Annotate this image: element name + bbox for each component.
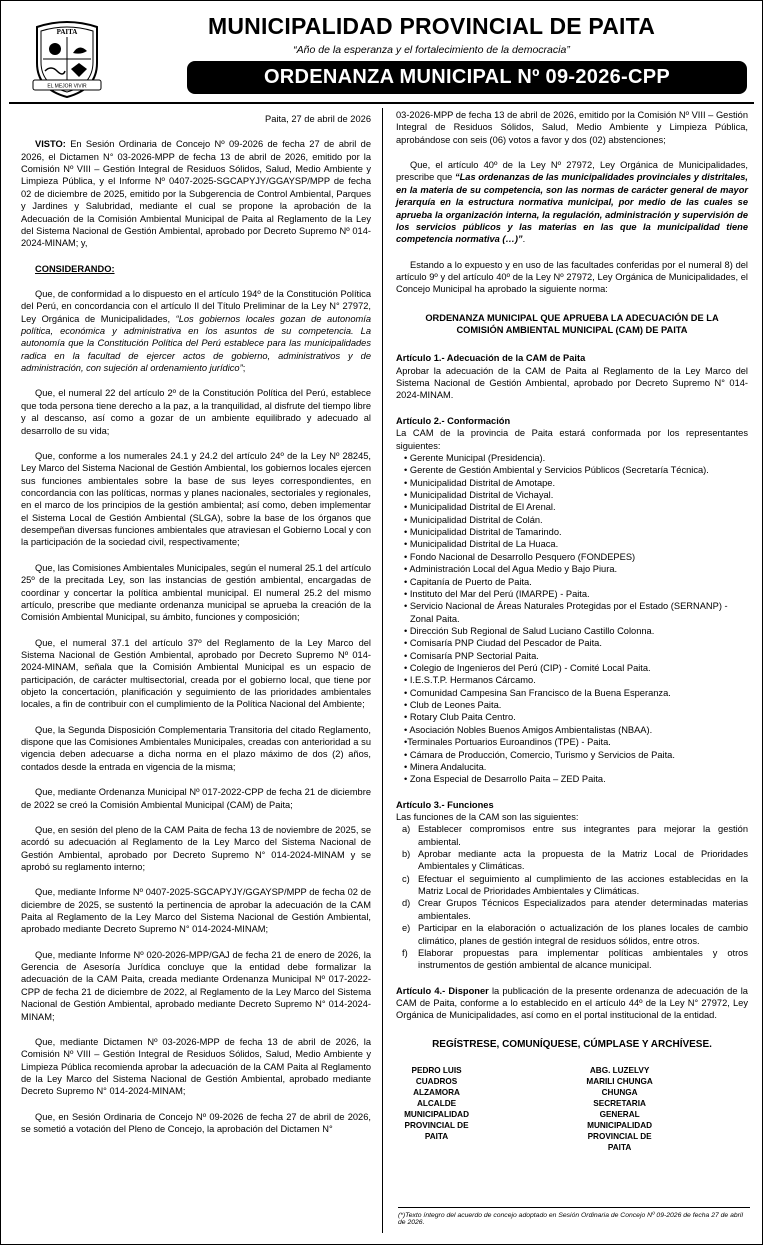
paragraph-10: Que, mediante Informe Nº 020-2026-MPP/GAJ de fecha 21 de enero de 2026, la Gerencia de Asesoría Jurídica concluye que la entidad debe formalizar la adecuación de la CAM Paita, creada mediante Ordenanza Municipal Nº 017-2022-CPP de fecha 21 de diciembre de 2022, al Reglamento de la Ley Marco del Sistema Nacional de Gestión Ambiental, aprobado mediante Decreto Supremo N° 014-2024-MINAM; — [21, 949, 371, 1022]
article-2-title: Artículo 2.- Conformación — [396, 415, 511, 426]
ordinance-title — [396, 312, 748, 337]
list-item: f) Elaborar propuestas para implementar políticas ambientales y otros instrumentos de gestión ambiental de alcance municipal. — [402, 947, 748, 971]
header-divider — [9, 102, 754, 104]
paragraph-11: Que, mediante Dictamen Nº 03-2026-MPP de fecha 13 de abril de 2026, la Comisión Nº VIII – Gestión Integral de Residuos Sólidos, Salud, Medio Ambiente y Limpieza Pública recomienda aprobar la adecuación de la CAM Paita al Reglamento de la Ley Marco del Sistema Nacional de Gestión Ambiental, aprobado mediante Decreto Supremo N° 014-2024-MINAM; — [21, 1036, 371, 1097]
paragraph-14: Estando a lo expuesto y en uso de las facultades conferidas por el numeral 8) del artículo 9º y del artículo 40º de la Ley Nº 27972, Ley Orgánica de Municipalidades, el Concejo Municipal ha aprobado la siguiente norma: — [396, 259, 748, 295]
paragraph-2: Que, el numeral 22 del artículo 2º de la Constitución Política del Perú, establece que toda persona tiene derecho a la paz, a la tranquilidad, al disfrute del tiempo libre y al descanso, así como a gozar de un ambiente equilibrado y adecuado al desarrollo de su vida; — [21, 388, 371, 436]
list-item: • Comisaría PNP Ciudad del Pescador de Paita. — [404, 638, 602, 649]
list-item: • Administración Local del Agua Medio y Bajo Piura. — [404, 564, 618, 575]
list-item: b) Aprobar mediante acta la propuesta de la Matriz Local de Prioridades Ambientales y Climáticas. — [402, 849, 748, 872]
article-3-title: Artículo 3.- Funciones — [396, 799, 494, 810]
paragraph-13: Que, el artículo 40º de la Ley Nº 27972, Ley Orgánica de Municipalidades, prescribe que “Las ordenanzas de las municipalidades provinciales y distritales, en la materia de su competencia, son las normas de carácter general de mayor jerarquía en la estructura normativa municipal, por medio de las cuales se aprueba la organización interna, la regulación, administración y supervisión de los servicios públicos y las materias en las que la municipalidad tiene competencia normativa (…)”. — [396, 160, 748, 245]
list-item: • Fondo Nacional de Desarrollo Pesquero (FONDEPES) — [404, 551, 636, 562]
paragraph-5: Que, el numeral 37.1 del artículo 37º del Reglamento de la Ley Marco del Sistema Nacional de Gestión Ambiental, aprobado por Decreto Supremo Nº 014-2024-MINAM, señala que la Comisión Ambiental Municipal es un espacio de participación, de carácter multisectorial, creada por el gobierno local, que tiene por objeto la concertación, planificación y seguimiento de las prioridades ambientales locales, a fin de contribuir con el cumplimiento de la Política Nacional del Ambiente; — [21, 637, 371, 710]
list-item: • Dirección Sub Regional de Salud Luciano Castillo Colonna. — [404, 625, 655, 636]
considerando-heading: CONSIDERANDO: — [35, 263, 115, 274]
left-column — [21, 109, 371, 1135]
list-item: • Municipalidad Distrital de Vichayal. — [404, 489, 554, 500]
paragraph-3: Que, conforme a los numerales 24.1 y 24.2 del artículo 24º de la Ley Nº 28245, Ley Marco del Sistema Nacional de Gestión Ambiental, los gobiernos locales ejercen sus funciones ambientales sobre la base de sus leyes correspondientes, en concordancia con las políticas, normas y planes nacionales, sectoriales y regionales, en el marco de los principios de la gestión ambiental; así como, deben implementar el Sistema Local de Gestión Ambiental (SLGA), sobre la base de los órganos que desempeñan diversas funciones ambientales que atraviesan el Gobierno Local y con la participación de la sociedad civil, respectivamente; — [21, 450, 371, 548]
paragraph-9: Que, mediante Informe Nº 0407-2025-SGCAPYJY/GGAYSP/MPP de fecha 02 de diciembre de 2025, se sustentó la pertinencia de aprobar la adecuación de la CAM Paita al Reglamento de la Ley Marco del Sistema Nacional de Gestión Ambiental, aprobado mediante Decreto Supremo N° 014-2024-MINAM; — [21, 887, 371, 935]
signatures — [396, 1065, 748, 1154]
column-divider — [382, 108, 383, 1233]
list-item: • Municipalidad Distrital de La Huaca. — [404, 539, 559, 550]
list-item: • Cámara de Producción, Comercio, Turismo y Servicios de Paita. — [404, 749, 675, 760]
list-item: • Municipalidad Distrital de El Arenal. — [404, 502, 556, 513]
list-item: e) Participar en la elaboración o actualización de los planes locales de cambio climático, planes de gestión integral de residuos sólidos, entre otros. — [402, 923, 748, 946]
article-1-text: Aprobar la adecuación de la CAM de Paita al Reglamento de la Ley Marco del Sistema Nacional de Gestión Ambiental, aprobado por Decreto Supremo N° 014-2024-MINAM. — [396, 365, 748, 401]
list-item: • I.E.S.T.P. Hermanos Cárcamo. — [404, 675, 536, 686]
page-title: MUNICIPALIDAD PROVINCIAL DE PAITA — [207, 13, 655, 39]
paragraph-7: Que, mediante Ordenanza Municipal Nº 017-2022-CPP de fecha 21 de diciembre de 2022 se creó la Comisión Ambiental Municipal (CAM) de Paita; — [21, 787, 371, 810]
footnote: (*)Texto íntegro del acuerdo de concejo adoptado en Sesión Ordinaria de Concejo Nº 09-2026 de fecha 27 de abril de 2026. — [398, 1207, 750, 1226]
list-item: • Zona Especial de Desarrollo Paita – ZED Paita. — [404, 774, 606, 785]
list-item: • Municipalidad Distrital de Amotape. — [404, 477, 556, 488]
right-column — [396, 109, 748, 1154]
ordinance-title-line-2: COMISIÓN AMBIENTAL MUNICIPAL (CAM) DE PAITA — [456, 325, 688, 336]
list-item: • Comisaría PNP Sectorial Paita. — [404, 650, 539, 661]
municipal-seal-icon — [31, 19, 103, 99]
list-item: • Gerente de Gestión Ambiental y Servicios Públicos (Secretaría Técnica). — [404, 465, 709, 476]
list-item: • Comunidad Campesina San Francisco de la Buena Esperanza. — [404, 687, 671, 698]
seal-text-bottom: EL MEJOR VIVIR — [47, 83, 87, 90]
ordinance-banner: ORDENANZA MUNICIPAL Nº 09-2026-CPP — [187, 61, 747, 94]
ordinance-title-line-1: ORDENANZA MUNICIPAL QUE APRUEBA LA ADECUACIÓN DE LA — [425, 312, 719, 323]
list-item: • Instituto del Mar del Perú (IMARPE) - Paita. — [404, 588, 590, 599]
list-item: • Rotary Club Paita Centro. — [404, 712, 516, 723]
list-item: c) Efectuar el seguimiento al cumplimiento de las acciones establecidas en la Matriz Local de Prioridades Ambientales y Climáticas. — [402, 873, 748, 897]
list-item: • Municipalidad Distrital de Colán. — [404, 514, 543, 525]
article-1-title: Artículo 1.- Adecuación de la CAM de Paita — [396, 353, 586, 364]
date: Paita, 27 de abril de 2026 — [265, 114, 371, 124]
paragraph-8: Que, en sesión del pleno de la CAM Paita de fecha 13 de noviembre de 2025, se acordó su adecuación al Reglamento de la Ley Marco del Sistema Nacional de Gestión Ambiental, aprobado por Decreto Supremo N° 014-2024-MINAM y se aprobó su reglamento interno; — [21, 824, 371, 872]
signature-mayor: PEDRO LUIS CUADROS ALZAMORA ALCALDE MUNICIPALIDAD PROVINCIAL DE PAITA — [404, 1066, 469, 1142]
signature-secretary: ABG. LUZELVY MARILI CHUNGA CHUNGA SECRETARIA GENERAL MUNICIPALIDAD PROVINCIAL DE PAITA — [586, 1066, 653, 1153]
list-item: • Gerente Municipal (Presidencia). — [404, 452, 546, 463]
closing-formula: REGÍSTRESE, COMUNÍQUESE, CÚMPLASE Y ARCHÍVESE. — [432, 1038, 712, 1050]
list-item: • Club de Leones Paita. — [404, 700, 502, 711]
visto-paragraph: VISTO: En Sesión Ordinaria de Concejo Nº 09-2026 de fecha 27 de abril de 2026, el Dictamen N° 03-2026-MPP de fecha 13 de abril de 2026, emitido por la Comisión Nº VIII – Gestión Integral de Residuos Sólidos, Salud, Medio Ambiente y Limpieza Pública, y el Informe Nº 0407-2025-SGCAPYJY/GGAYSP/MPP de fecha 02 de diciembre de 2025, emitido por la Subgerencia de Control Ambiental, Parques y Jardines y Salubridad, mediante el cual se propone la aprobación de la Adecuación de la Comisión Ambiental Municipal de Paita al Reglamento de la Ley del Sistema Nacional de Gestión Ambiental, aprobado por Decreto Supremo Nº 014-2024-MINAM; y, — [21, 139, 371, 249]
paragraph-12: Que, en Sesión Ordinaria de Concejo Nº 09-2026 de fecha 27 de abril de 2026, se sometió a votación del Pleno de Concejo, la aprobación del Dictamen N° — [21, 1111, 371, 1135]
list-item: a) Establecer compromisos entre sus integrantes para mejorar la gestión ambiental. — [402, 824, 748, 847]
paragraph-6: Que, la Segunda Disposición Complementaria Transitoria del citado Reglamento, dispone que las Comisiones Ambientales Municipales, creadas con anterioridad a su vigencia deben adecuarse a dicha norma en el plazo máximo de dos (2) años, contados desde la entrada en vigencia de la misma; — [21, 724, 371, 772]
article-4: Artículo 4.- Disponer la publicación de la presente ordenanza de adecuación de la CAM de Paita, conforme a lo establecido en el artículo 44º de la Ley N° 27972, Ley Orgánica de Municipalidades, así como en el portal institucional de la entidad. — [396, 985, 748, 1021]
members-list — [404, 452, 748, 786]
paragraph-1: Que, de conformidad a lo dispuesto en el artículo 194º de la Constitución Política del Perú, en concordancia con el artículo II del Título Preliminar de la Ley N° 27972, Ley Orgánica de Municipalidades, “Los gobiernos locales gozan de autonomía política, económica y administrativa en los asuntos de su competencia. La autonomía que la Constitución Política del Perú establece para las municipalidades radica en la facultad de ejercer actos de gobierno, administrativos y de administración, con sujeción al ordenamiento jurídico”; — [21, 288, 371, 374]
list-item: • Minera Andalucita. — [404, 761, 487, 772]
list-item: •Terminales Portuarios Euroandinos (TPE) - Paita. — [404, 737, 611, 748]
paragraph-12-continued: 03-2026-MPP de fecha 13 de abril de 2026, emitido por la Comisión Nº VIII – Gestión Integral de Residuos Sólidos, Salud, Medio Ambiente y Limpieza Pública, aprobándose con seis (06) votos a favor y dos (02) abstenciones; — [396, 110, 748, 145]
motto: “Año de la esperanza y el fortalecimiento de la democracia” — [293, 44, 570, 56]
article-2-text: La CAM de la provincia de Paita estará conformada por los representantes siguientes: — [396, 428, 748, 451]
article-3-text: Las funciones de la CAM son las siguientes: — [396, 811, 579, 822]
list-item: d) Crear Grupos Técnicos Especializados para atender determinadas materias ambientales. — [402, 898, 748, 921]
functions-list — [402, 823, 748, 971]
seal-text-top: PAITA — [56, 28, 78, 36]
paragraph-4: Que, las Comisiones Ambientales Municipales, según el numeral 25.1 del artículo 25º de la precitada Ley, son las instancias de gestión ambiental, encargadas de coordinar y concertar la política ambiental municipal. El numeral 25.2 del mismo artículo, prescribe que mediante ordenanza municipal se aprueba la creación de la Comisión Ambiental Municipal, su ámbito, funciones y composición; — [21, 562, 371, 623]
list-item: • Servicio Nacional de Áreas Naturales Protegidas por el Estado (SERNANP) - Zonal Paita. — [404, 601, 728, 624]
list-item: • Capitanía de Puerto de Paita. — [404, 576, 532, 587]
list-item: • Asociación Nobles Buenos Amigos Ambientalistas (NBAA). — [404, 724, 653, 735]
list-item: • Municipalidad Distrital de Tamarindo. — [404, 527, 562, 538]
list-item: • Colegio de Ingenieros del Perú (CIP) - Comité Local Paita. — [404, 663, 651, 674]
